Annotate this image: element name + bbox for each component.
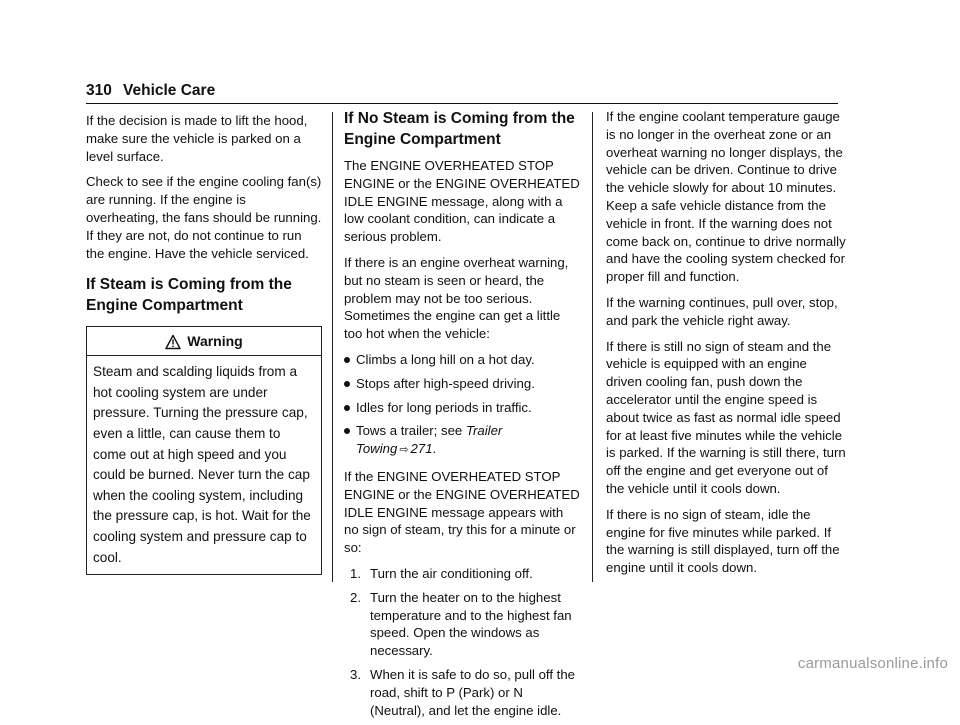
column-3 [606, 108, 846, 585]
list-item [344, 422, 580, 460]
bullet-icon [344, 405, 350, 411]
section-heading: If No Steam is Coming from the Engine Compartment [344, 110, 575, 148]
list-item-text: Climbs a long hill on a hot day. [356, 351, 535, 367]
page-header [86, 82, 215, 100]
warning-title: Warning [187, 333, 243, 350]
column-divider [592, 112, 593, 582]
paragraph: If there is an engine overheat warning, but no steam is seen or heard, the problem may not be too serious. Sometimes the engine can get a little too hot when the vehicle: [344, 254, 569, 342]
bullet-icon [344, 428, 350, 434]
column-divider [332, 112, 333, 582]
list-item [344, 351, 580, 369]
bullet-icon [344, 381, 350, 387]
list-item-text: Idles for long periods in traffic. [356, 399, 532, 415]
paragraph: If there is no sign of steam, idle the engine for five minutes while parked. If the warning is still displayed, turn off the engine until it cools down. [606, 506, 840, 576]
page-reference[interactable]: 271 [410, 441, 433, 457]
section-title: Vehicle Care [123, 82, 216, 99]
warning-triangle-icon [165, 334, 181, 350]
watermark: carmanualsonline.info [797, 655, 948, 672]
step-text: Turn the heater on to the highest temperature and to the highest fan speed. Open the windows as necessary. [370, 589, 572, 659]
paragraph: If the decision is made to lift the hood, make sure the vehicle is parked on a level surface. [86, 113, 308, 164]
step-item [344, 565, 580, 583]
paragraph: The ENGINE OVERHEATED STOP ENGINE or the ENGINE OVERHEATED IDLE ENGINE message, along with a low coolant condition, can indicate a serious problem. [344, 158, 580, 245]
step-number: 2. [350, 589, 361, 605]
step-text: Turn the air conditioning off. [370, 565, 533, 581]
list-item-text: Stops after high-speed driving. [356, 375, 535, 391]
step-item [344, 589, 580, 660]
paragraph: Check to see if the engine cooling fan(s) are running. If the engine is overheating, the fans should be running. If they are not, do not continue to run the engine. Have the vehicle serviced. [86, 174, 322, 261]
page-number: 310 [86, 82, 112, 99]
list-item-text: Tows a trailer; see [356, 423, 466, 439]
paragraph: If there is still no sign of steam and the vehicle is equipped with an engine driven cooling fan, push down the accelerator until the engine speed is about twice as fast as normal idle speed for at least five minutes while the vehicle is parked. If the warning is still there, turn off the engine and get everyone out of the vehicle until it cools down. [606, 338, 846, 496]
section-heading: If Steam is Coming from the Engine Compartment [86, 276, 292, 315]
warning-box [86, 326, 322, 575]
step-item [344, 666, 580, 719]
list-item [344, 399, 580, 417]
step-number: 3. [350, 666, 361, 682]
column-2 [344, 108, 580, 725]
bullet-icon [344, 357, 350, 363]
list-item [344, 375, 580, 393]
paragraph: If the engine coolant temperature gauge is no longer in the overheat zone or an overheat warning no longer displays, the vehicle can be driven. Continue to drive the vehicle slowly for about 10 minutes. Keep a safe vehicle distance from the vehicle in front. If the warning does not come back on, continue to drive normally and have the cooling system checked for proper fill and function. [606, 109, 846, 285]
punctuation: . [432, 441, 437, 457]
column-1 [86, 112, 322, 575]
warning-header [87, 327, 321, 356]
step-text: When it is safe to do so, pull off the road, shift to P (Park) or N (Neutral), and let the engine idle. [370, 666, 576, 718]
step-number: 1. [350, 565, 361, 581]
bullet-list [344, 351, 580, 460]
paragraph: If the warning continues, pull over, stop, and park the vehicle right away. [606, 294, 838, 328]
trailer-towing-link[interactable]: Trailer Towing [356, 423, 503, 457]
warning-text: Steam and scalding liquids from a hot cooling system are under pressure. Turning the pressure cap, even a little, can cause them to come out at high speed and you could be burned. Never turn the cap when the cooling system, including the pressure cap, is hot. Wait for the cooling system and pressure cap to cool. [93, 364, 311, 565]
page-reference-arrow-icon: ⇨ [399, 444, 409, 457]
paragraph: If the ENGINE OVERHEATED STOP ENGINE or the ENGINE OVERHEATED IDLE ENGINE message appears with no sign of steam, try this for a minute or so: [344, 468, 580, 556]
numbered-list [344, 565, 580, 719]
header-rule [86, 103, 838, 104]
